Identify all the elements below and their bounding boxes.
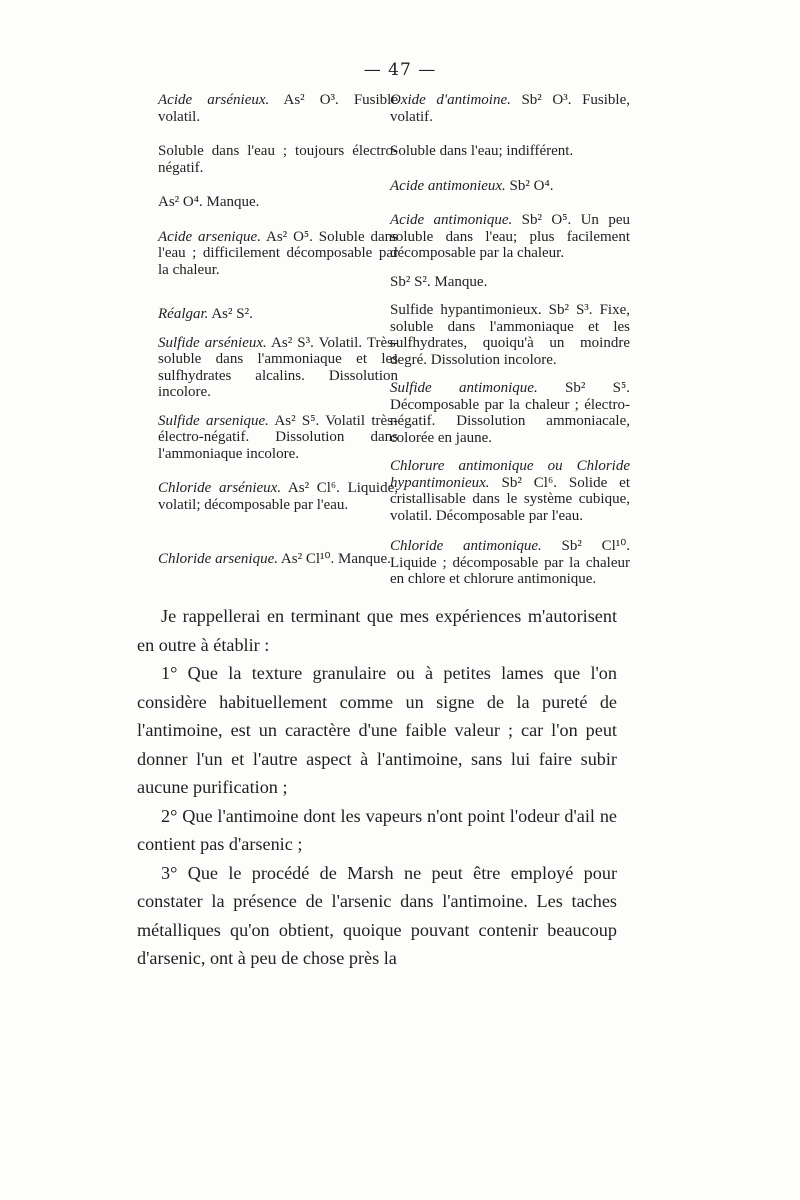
page-number: — 47 — — [363, 60, 437, 80]
entry-arsenic-8: Chloride arsénieux. As² Cl⁶. Liquide, volatil; décomposable par l'eau. — [158, 480, 398, 513]
entry-arsenic-5: Réalgar. As² S². — [158, 306, 253, 322]
entry-antimony-5: Sb² S². Manque. — [390, 273, 488, 290]
entry-antimony-2: Soluble dans l'eau; indifférent. — [390, 143, 574, 159]
arsenic-column — [158, 92, 398, 568]
paragraph-point-1: 1° Que la texture granulaire ou à petites lames que l'on considère habituellement comme un signe de la pureté de l'antimoine, est un caractère d'une faible valeur ; car l'on peut donner l'un et l'autre aspect à l'antimoine, sans lui faire subir aucune purification ; — [137, 663, 617, 797]
entry-antimony-3: Acide antimonieux. Sb² O⁴. — [390, 177, 554, 194]
paragraph-point-2: 2° Que l'antimoine dont les vapeurs n'ont point l'odeur d'ail ne contient pas d'arsenic ; — [137, 805, 617, 854]
entry-arsenic-1: Acide arsénieux. As² O³. Fusible volatil. — [158, 92, 398, 125]
entry-arsenic-4: Acide arsenique. As² O⁵. Soluble dans l'eau ; difficilement décomposable par la chaleur. — [158, 228, 398, 278]
entry-arsenic-9: Chloride arsenique. As² Cl¹⁰. Manque. — [158, 551, 391, 567]
antimony-column — [390, 92, 630, 588]
entry-antimony-8: Chlorure antimonique ou Chloride hypantimonieux. Sb² Cl⁶. Solide et cristallisable dans le système cubique, volatil. Décomposable par l'eau. — [390, 458, 630, 524]
entry-antimony-4: Acide antimonique. Sb² O⁵. Un peu soluble dans l'eau; plus facilement décomposable par la chaleur. — [390, 212, 630, 261]
paragraph-intro: Je rappellerai en terminant que mes expériences m'autorisent en outre à établir : — [137, 606, 617, 655]
entry-antimony-6: Sulfide hypantimonieux. Sb² S³. Fixe, soluble dans l'ammoniaque et les sulfhydrates, quoiqu'à un moindre degré. Dissolution incolore. — [390, 302, 630, 368]
entry-arsenic-2: Soluble dans l'eau ; toujours électro-négatif. — [158, 143, 398, 176]
entry-arsenic-6: Sulfide arsénieux. As² S³. Volatil. Très-soluble dans l'ammoniaque et les sulfhydrates alcalins. Dissolution incolore. — [158, 334, 399, 400]
paragraph-point-3: 3° Que le procédé de Marsh ne peut être employé pour constater la présence de l'arsenic dans l'antimoine. Les taches métalliques qu'on obtient, quoique pouvant contenir beaucoup d'arsenic, ont à peu de chose près la — [137, 862, 617, 968]
body-text — [137, 602, 617, 973]
entry-antimony-1: Oxide d'antimoine. Sb² O³. Fusible, volatif. — [390, 92, 630, 125]
entry-arsenic-3: As² O⁴. Manque. — [158, 194, 260, 210]
entry-arsenic-7: Sulfide arsenique. As² S⁵. Volatil très-électro-négatif. Dissolution dans l'ammoniaque incolore. — [158, 412, 398, 462]
entry-antimony-9: Chloride antimonique. Sb² Cl¹⁰. Liquide ; décomposable par la chaleur en chlore et chlorure antimonique. — [390, 538, 630, 587]
entry-antimony-7: Sulfide antimonique. Sb² S⁵. Décomposable par la chaleur ; électro-négatif. Dissolution ammoniacale, colorée en jaune. — [390, 380, 630, 446]
